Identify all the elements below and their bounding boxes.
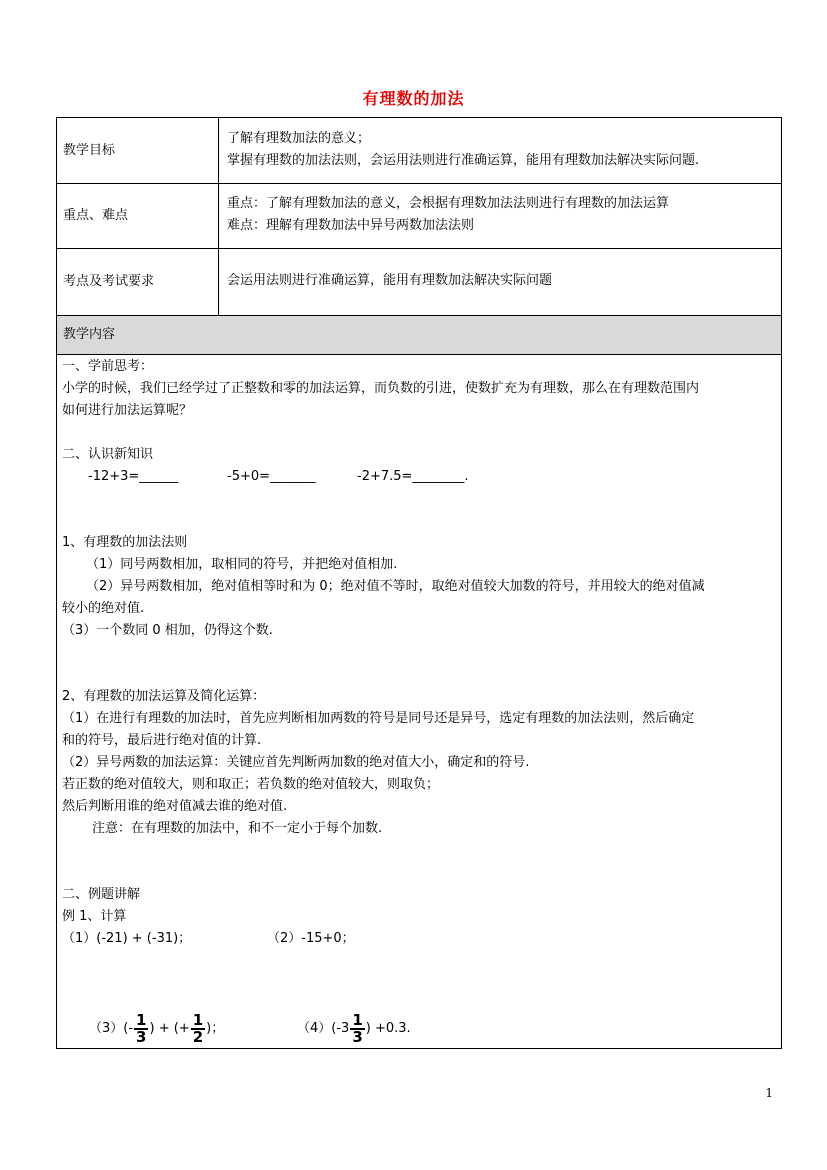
- teaching-content: [62, 356, 778, 950]
- note: 注意：在有理数的加法中，和不一定小于每个加数.: [92, 821, 383, 836]
- goals-line: 了解有理数加法的意义；: [227, 131, 371, 146]
- calc-item: （4）(-3: [297, 1021, 350, 1036]
- key-points-cell: [227, 193, 669, 237]
- row-divider: [57, 248, 781, 249]
- page-number: 1: [765, 1086, 773, 1100]
- heading-addition-rules: 1、有理数的加法法则: [62, 535, 188, 550]
- paragraph: 如何进行加法运算呢？: [62, 403, 193, 418]
- row-label-goals: 教学目标: [63, 143, 116, 158]
- heading-pre-study: 一、学前思考：: [62, 359, 154, 374]
- rule-item: （2）异号两数相加，绝对值相等时和为 0；绝对值不等时，取绝对值较大加数的符号，并用较大的绝对值减: [86, 579, 705, 594]
- calc-row-fractions: （3）(- $\frac{1}{3}$ ) + (+ $\frac{1}{2}$ )；: [89, 1010, 225, 1046]
- section-header: 教学内容: [63, 327, 116, 342]
- paragraph: 小学的时候，我们已经学过了正整数和零的加法运算，而负数的引进，使数扩充为有理数，那么在有理数范围内: [62, 381, 700, 396]
- column-divider: [218, 118, 219, 316]
- key-point-line: 重点：了解有理数加法的意义，会根据有理数加法法则进行有理数的加法运算: [227, 196, 670, 211]
- fraction-one-third: $\frac{1}{3}$: [136, 1010, 147, 1046]
- heading-operations: 2、有理数的加法运算及简化运算：: [62, 689, 266, 704]
- calc-item: （1）(-21) + (-31)；: [62, 931, 192, 946]
- fraction-one-half: $\frac{1}{2}$: [192, 1010, 204, 1046]
- exercise-blank: -2+7.5=________.: [357, 469, 469, 484]
- page-title: 有理数的加法: [362, 89, 465, 108]
- row-divider: [57, 354, 781, 355]
- calc-row: [62, 928, 778, 950]
- exercise-blank: -12+3=______: [88, 469, 179, 484]
- exercise-row: [62, 466, 778, 488]
- row-divider: [57, 315, 781, 316]
- paragraph: 和的符号，最后进行绝对值的计算.: [62, 733, 262, 748]
- paragraph: 若正数的绝对值较大，则和取正；若负数的绝对值较大，则取负；: [62, 777, 440, 792]
- goals-cell: [227, 128, 699, 172]
- exam-cell: 会运用法则进行准确运算，能用有理数加法解决实际问题: [227, 273, 553, 288]
- rule-item: 较小的绝对值.: [62, 601, 145, 616]
- paragraph: （1）在进行有理数的加法时，首先应判断相加两数的符号是同号还是异号，选定有理数的加法法则，然后确定: [62, 711, 695, 726]
- lesson-table: [56, 117, 782, 1049]
- example-title: 例 1、计算: [62, 909, 127, 924]
- goals-line: 掌握有理数的加法法则，会运用法则进行准确运算，能用有理数加法解决实际问题.: [227, 153, 700, 168]
- calc-item: （2）-15+0；: [267, 931, 355, 946]
- rule-item: （3）一个数同 0 相加，仍得这个数.: [62, 623, 273, 638]
- paragraph: 然后判断用谁的绝对值减去谁的绝对值.: [62, 799, 288, 814]
- row-label-exam: 考点及考试要求: [63, 274, 155, 289]
- row-label-key-points: 重点、难点: [63, 208, 129, 223]
- calc-row-fractions: （4）(-3 $\frac{1}{3}$ ) +0.3.: [297, 1010, 411, 1046]
- rule-item: （1）同号两数相加，取相同的符号，并把绝对值相加.: [86, 557, 398, 572]
- row-divider: [57, 183, 781, 184]
- exercise-blank: -5+0=_______: [227, 469, 316, 484]
- section-header-shading: [57, 316, 781, 354]
- heading-new-knowledge: 二、认识新知识: [62, 447, 154, 462]
- heading-examples: 二、例题讲解: [62, 887, 141, 902]
- paragraph: （2）异号两数的加法运算：关键应首先判断两加数的绝对值大小，确定和的符号.: [62, 755, 530, 770]
- calc-item: （3）(-: [89, 1021, 134, 1036]
- fraction-one-third: $\frac{1}{3}$: [352, 1010, 363, 1046]
- difficulty-line: 难点：理解有理数加法中异号两数加法法则: [227, 218, 475, 233]
